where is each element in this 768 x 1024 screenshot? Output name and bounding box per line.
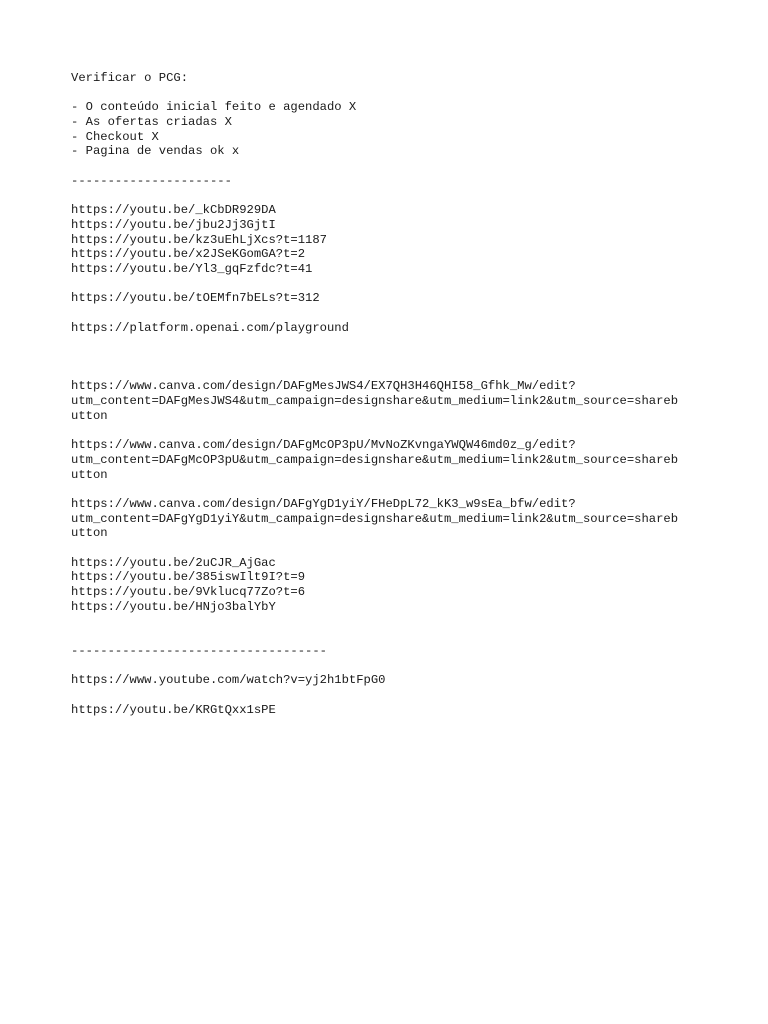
youtube-links-group-2 [71,556,731,615]
canva-link-line: utm_content=DAFgYgD1yiY&utm_campaign=designshare&utm_medium=link2&utm_source=shareb [71,511,679,526]
link: https://youtu.be/HNjo3balYbY [71,599,276,614]
checklist-item: - O conteúdo inicial feito e agendado X [71,100,357,115]
document-page [71,71,731,717]
link-playground: https://platform.openai.com/playground [71,320,349,335]
link: https://youtu.be/_kCbDR929DA [71,203,276,218]
canva-link-line: https://www.canva.com/design/DAFgMesJWS4/EX7QH3H46QHI58_Gfhk_Mw/edit? [71,379,576,394]
link: https://youtu.be/KRGtQxx1sPE [71,702,276,717]
canva-link [71,379,731,423]
canva-link [71,438,731,482]
link: https://youtu.be/Yl3_gqFzfdc?t=41 [71,261,313,276]
link: https://youtu.be/9Vklucq77Zo?t=6 [71,585,306,600]
canva-link-line: utton [71,526,108,541]
link-watch: https://www.youtube.com/watch?v=yj2h1btFpG0 [71,673,386,688]
heading: Verificar o PCG: [71,71,189,85]
link: https://youtu.be/2uCJR_AjGac [71,555,276,570]
checklist [71,100,731,159]
youtube-links-group-1 [71,203,731,276]
canva-link-line: utton [71,408,108,423]
link: https://youtu.be/jbu2Jj3GjtI [71,217,276,232]
canva-link-line: https://www.canva.com/design/DAFgYgD1yiY/FHeDpL72_kK3_w9sEa_bfw/edit? [71,496,576,511]
canva-link-line: utm_content=DAFgMcOP3pU&utm_campaign=designshare&utm_medium=link2&utm_source=shareb [71,452,679,467]
checklist-item: - Checkout X [71,129,159,144]
checklist-item: - As ofertas criadas X [71,115,232,130]
separator: ---------------------- [71,173,232,188]
canva-link-line: utm_content=DAFgMesJWS4&utm_campaign=designshare&utm_medium=link2&utm_source=shareb [71,394,679,409]
link: https://youtu.be/tOEMfn7bELs?t=312 [71,291,320,306]
canva-link-line: utton [71,467,108,482]
link: https://youtu.be/x2JSeKGomGA?t=2 [71,247,306,262]
canva-link-line: https://www.canva.com/design/DAFgMcOP3pU/MvNoZKvngaYWQW46md0z_g/edit? [71,438,576,453]
link: https://youtu.be/385iswIlt9I?t=9 [71,570,306,585]
separator: ----------------------------------- [71,643,327,658]
link: https://youtu.be/kz3uEhLjXcs?t=1187 [71,232,327,247]
checklist-item: - Pagina de vendas ok x [71,144,240,159]
canva-link [71,497,731,541]
